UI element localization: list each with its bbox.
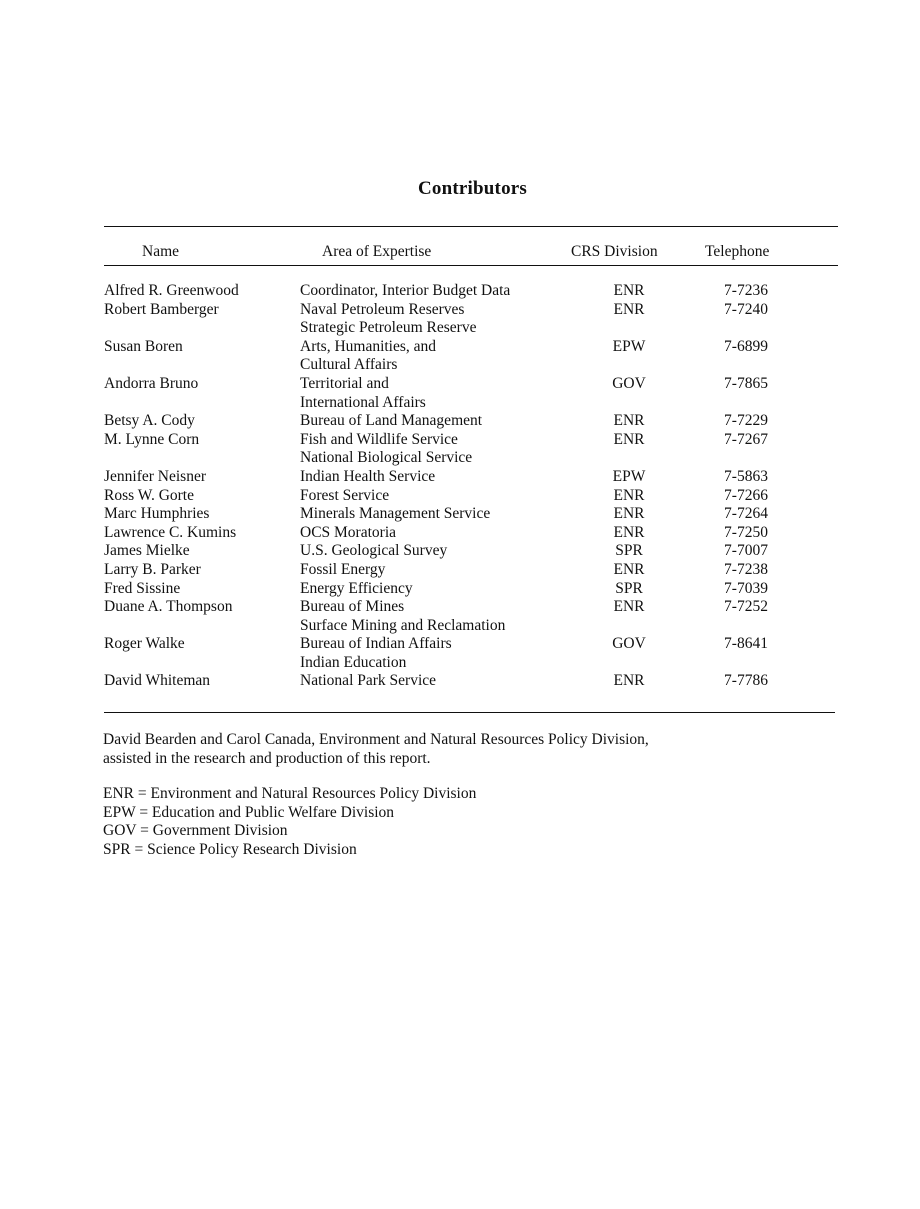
cell-telephone: 7-8641	[724, 635, 768, 653]
cell-name: Larry B. Parker	[104, 560, 201, 578]
cell-division: EPW	[612, 337, 646, 355]
cell-name: Betsy A. Cody	[104, 412, 195, 430]
cell-division: ENR	[613, 505, 645, 523]
table-row	[0, 394, 920, 413]
table-bottom-rule	[104, 712, 835, 713]
cell-area: Forest Service	[300, 486, 390, 504]
contributors-table	[0, 282, 920, 691]
cell-division: GOV	[612, 374, 646, 392]
cell-area: Bureau of Land Management	[300, 412, 483, 430]
cell-area: National Biological Service	[300, 449, 473, 467]
cell-area: Strategic Petroleum Reserve	[300, 319, 477, 337]
cell-telephone: 7-7240	[724, 300, 768, 318]
cell-name: Lawrence C. Kumins	[104, 523, 237, 541]
column-header-telephone: Telephone	[705, 243, 770, 260]
cell-name: David Whiteman	[104, 672, 211, 690]
cell-area: Coordinator, Interior Budget Data	[300, 282, 511, 299]
cell-telephone: 7-7236	[724, 282, 768, 299]
division-legend	[103, 785, 476, 859]
table-row	[0, 319, 920, 338]
cell-area: U.S. Geological Survey	[300, 542, 448, 560]
cell-name: Jennifer Neisner	[104, 467, 206, 485]
cell-area: OCS Moratoria	[300, 523, 397, 541]
cell-division: ENR	[613, 282, 645, 299]
cell-area: National Park Service	[300, 672, 437, 690]
page-title: Contributors	[417, 178, 527, 199]
cell-telephone: 7-7229	[724, 412, 768, 430]
legend-item: EPW = Education and Public Welfare Division	[103, 803, 395, 821]
cell-telephone: 7-7267	[724, 430, 768, 448]
table-row	[0, 487, 920, 506]
cell-name: Ross W. Gorte	[104, 486, 194, 504]
cell-area: Indian Education	[300, 653, 407, 671]
cell-division: GOV	[612, 635, 646, 653]
cell-division: SPR	[615, 542, 643, 560]
cell-name: M. Lynne Corn	[104, 430, 200, 448]
table-row	[0, 580, 920, 599]
table-row	[0, 356, 920, 375]
cell-area: Fish and Wildlife Service	[300, 430, 458, 448]
note-line: assisted in the research and production of this report.	[103, 749, 431, 767]
cell-telephone: 7-7007	[724, 542, 768, 560]
cell-telephone: 7-7250	[724, 523, 768, 541]
column-header-division: CRS Division	[571, 243, 658, 260]
table-row	[0, 412, 920, 431]
cell-name: Robert Bamberger	[104, 300, 219, 318]
cell-name: James Mielke	[104, 542, 190, 560]
cell-area: Fossil Energy	[300, 560, 386, 578]
cell-area: Territorial and	[300, 374, 389, 392]
cell-area: Minerals Management Service	[300, 505, 491, 523]
cell-name: Susan Boren	[104, 337, 183, 355]
table-row	[0, 635, 920, 654]
cell-division: ENR	[613, 672, 645, 690]
cell-area: Cultural Affairs	[300, 356, 398, 374]
cell-area: Bureau of Mines	[300, 598, 405, 616]
cell-telephone: 7-7039	[724, 579, 768, 597]
cell-telephone: 7-7264	[724, 505, 768, 523]
cell-area: Surface Mining and Reclamation	[300, 616, 506, 634]
table-top-rule	[104, 226, 838, 227]
cell-telephone: 7-7238	[724, 560, 768, 578]
cell-area: Indian Health Service	[300, 467, 436, 485]
table-row	[0, 654, 920, 673]
cell-name: Roger Walke	[104, 635, 185, 653]
cell-division: SPR	[615, 579, 643, 597]
acknowledgment-note	[103, 731, 649, 768]
legend-item: SPR = Science Policy Research Division	[103, 840, 357, 858]
cell-name: Andorra Bruno	[104, 374, 199, 392]
table-header-rule	[104, 265, 838, 266]
table-row	[0, 301, 920, 320]
note-line: David Bearden and Carol Canada, Environment and Natural Resources Policy Division,	[103, 731, 649, 748]
table-row	[0, 375, 920, 394]
column-header-area: Area of Expertise	[322, 243, 432, 260]
cell-division: ENR	[613, 560, 645, 578]
table-row	[0, 468, 920, 487]
cell-area: Arts, Humanities, and	[300, 337, 437, 355]
table-row	[0, 561, 920, 580]
cell-division: ENR	[613, 300, 645, 318]
table-row	[0, 338, 920, 357]
cell-telephone: 7-7865	[724, 374, 768, 392]
table-row	[0, 617, 920, 636]
cell-telephone: 7-5863	[724, 467, 768, 485]
cell-name: Duane A. Thompson	[104, 598, 233, 616]
legend-item: GOV = Government Division	[103, 822, 288, 840]
cell-area: International Affairs	[300, 393, 426, 411]
cell-telephone: 7-6899	[724, 337, 768, 355]
cell-telephone: 7-7266	[724, 486, 768, 504]
cell-division: ENR	[613, 486, 645, 504]
table-row	[0, 542, 920, 561]
cell-telephone: 7-7786	[724, 672, 768, 690]
cell-division: EPW	[612, 467, 646, 485]
cell-name: Fred Sissine	[104, 579, 181, 597]
table-row	[0, 449, 920, 468]
table-row	[0, 505, 920, 524]
cell-name: Alfred R. Greenwood	[104, 282, 239, 299]
table-row	[0, 598, 920, 617]
cell-division: ENR	[613, 412, 645, 430]
cell-area: Naval Petroleum Reserves	[300, 300, 465, 318]
table-row	[0, 282, 920, 301]
column-header-name: Name	[142, 243, 180, 260]
table-row	[0, 431, 920, 450]
table-row	[0, 524, 920, 543]
cell-division: ENR	[613, 523, 645, 541]
table-row	[0, 672, 920, 691]
cell-division: ENR	[613, 430, 645, 448]
cell-name: Marc Humphries	[104, 505, 210, 523]
cell-telephone: 7-7252	[724, 598, 768, 616]
cell-division: ENR	[613, 598, 645, 616]
cell-area: Energy Efficiency	[300, 579, 413, 597]
legend-item: ENR = Environment and Natural Resources Policy Division	[103, 785, 477, 802]
cell-area: Bureau of Indian Affairs	[300, 635, 452, 653]
